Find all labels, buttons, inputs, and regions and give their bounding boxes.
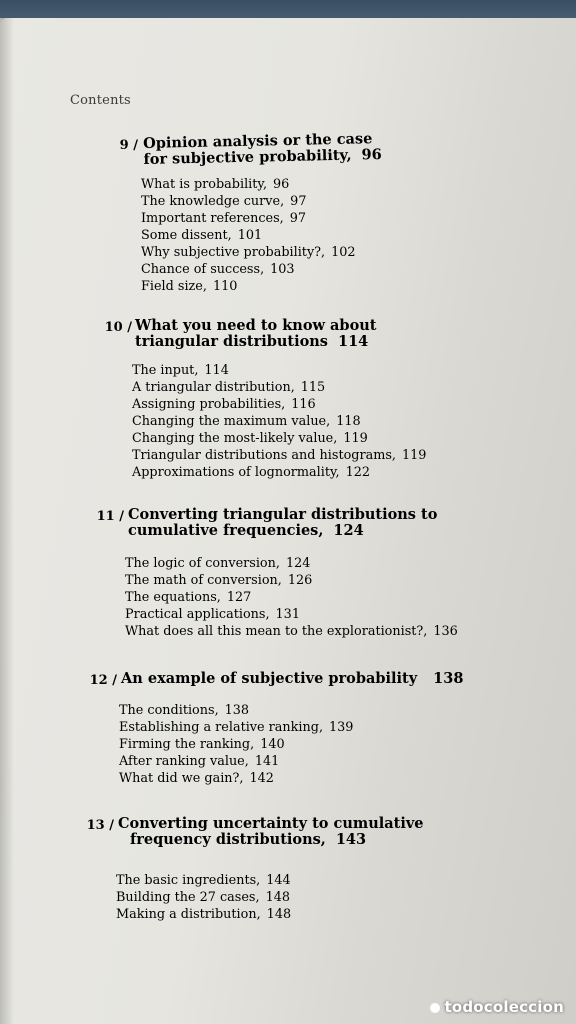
chapter-entries bbox=[116, 872, 291, 923]
chapter-number: 12 / bbox=[89, 673, 117, 688]
toc-entry: Assigning probabilities, 116 bbox=[132, 397, 316, 412]
watermark-logo: todocoleccion bbox=[430, 998, 564, 1016]
toc-entry: The equations, 127 bbox=[125, 590, 252, 605]
toc-entry: The knowledge curve, 97 bbox=[141, 194, 307, 209]
chapter-entries bbox=[141, 176, 356, 295]
toc-entry: After ranking value, 141 bbox=[119, 754, 280, 769]
toc-entry: Chance of success, 103 bbox=[141, 262, 295, 277]
toc-entry: The input, 114 bbox=[132, 363, 229, 378]
chapter-number: 10 / bbox=[104, 320, 132, 335]
toc-entry: Changing the maximum value, 118 bbox=[132, 414, 361, 429]
chapter-title-line: Converting triangular distributions to bbox=[128, 506, 438, 523]
chapter-number: 9 / bbox=[119, 138, 138, 153]
toc-entry: What did we gain?, 142 bbox=[119, 771, 274, 786]
toc-entry: Building the 27 cases, 148 bbox=[116, 890, 291, 905]
toc-entry: What is probability, 96 bbox=[141, 177, 290, 192]
chapter-entries bbox=[125, 555, 458, 640]
chapter-page: 143 bbox=[335, 831, 367, 848]
chapter-number: 13 / bbox=[86, 818, 114, 833]
toc-entry: Approximations of lognormality, 122 bbox=[132, 465, 371, 480]
chapter-title bbox=[135, 318, 377, 350]
toc-entry: Important references, 97 bbox=[141, 211, 307, 226]
chapter-title-line: triangular distributions 114 bbox=[135, 333, 369, 350]
toc-entry: The basic ingredients, 144 bbox=[116, 873, 291, 888]
chapter-title bbox=[143, 131, 382, 168]
toc-entry: Field size, 110 bbox=[141, 279, 238, 294]
chapter-title bbox=[118, 816, 424, 848]
toc-entry: Changing the most-likely value, 119 bbox=[132, 431, 368, 446]
watermark-icon bbox=[430, 1003, 440, 1013]
chapter-page: 114 bbox=[337, 333, 369, 350]
toc-entry: The logic of conversion, 124 bbox=[125, 556, 311, 571]
toc-entry: What does all this mean to the explorationist?, 136 bbox=[125, 624, 458, 639]
toc-entry: Firming the ranking, 140 bbox=[119, 737, 285, 752]
chapter-title-line: An example of subjective probability 138 bbox=[121, 670, 464, 687]
running-header: Contents bbox=[70, 93, 131, 108]
chapter-entries bbox=[119, 702, 353, 787]
chapter-title-line: for subjective probability, 96 bbox=[143, 146, 382, 168]
chapter-title-line: frequency distributions, 143 bbox=[130, 831, 367, 848]
chapter-page: 124 bbox=[333, 522, 364, 539]
toc-entry: Why subjective probability?, 102 bbox=[141, 245, 356, 260]
toc-entry: Practical applications, 131 bbox=[125, 607, 300, 622]
chapter-title bbox=[128, 507, 437, 539]
chapter-title-line: cumulative frequencies, 124 bbox=[128, 522, 364, 539]
page-edge-shadow bbox=[0, 18, 14, 1024]
toc-entry: The math of conversion, 126 bbox=[125, 573, 313, 588]
chapter-entries bbox=[132, 362, 426, 481]
toc-entry: Establishing a relative ranking, 139 bbox=[119, 720, 354, 735]
chapter-page: 138 bbox=[433, 670, 464, 687]
toc-entry: The conditions, 138 bbox=[119, 703, 250, 718]
chapter-title-line: Converting uncertainty to cumulative bbox=[118, 815, 424, 832]
toc-entry: Triangular distributions and histograms, 119 bbox=[132, 448, 427, 463]
toc-entry: Making a distribution, 148 bbox=[116, 907, 292, 922]
chapter-page: 96 bbox=[361, 146, 382, 164]
toc-entry: A triangular distribution, 115 bbox=[132, 380, 326, 395]
chapter-title bbox=[121, 671, 463, 687]
chapter-title-line: What you need to know about bbox=[135, 317, 377, 334]
toc-entry: Some dissent, 101 bbox=[141, 228, 263, 243]
chapter-number: 11 / bbox=[96, 509, 124, 524]
chapter-title-line: Opinion analysis or the case bbox=[142, 130, 373, 152]
